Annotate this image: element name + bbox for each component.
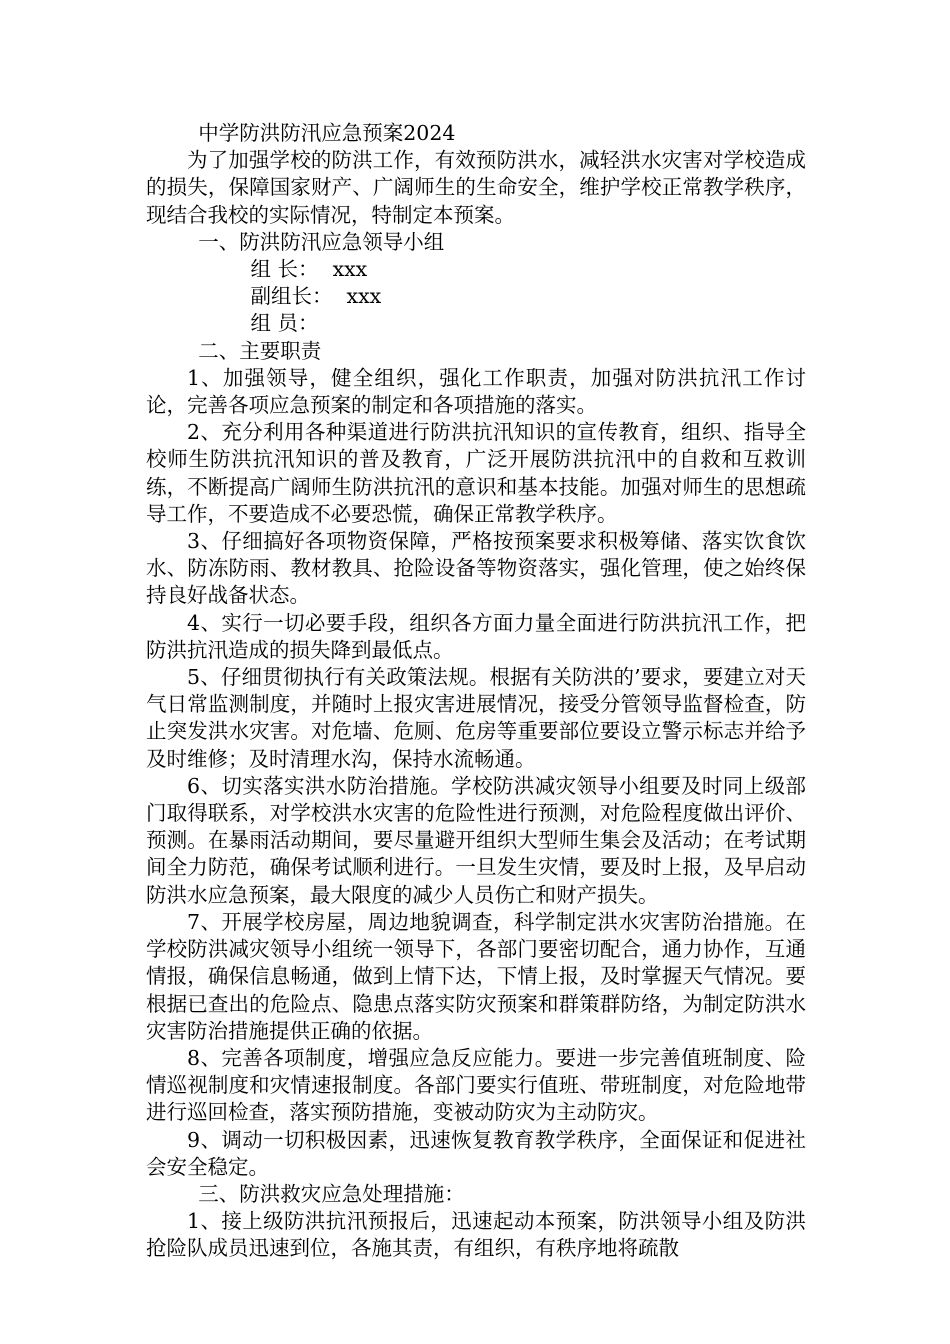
duty-item-9: 9、调动一切积极因素，迅速恢复教育教学秩序，全面保证和促进社会安全稳定。 xyxy=(146,1127,806,1179)
section-2-heading: 二、主要职责 xyxy=(198,338,322,363)
leader-value: xxx xyxy=(332,257,368,282)
members-line xyxy=(146,310,806,337)
duty-item-6: 6、切实落实洪水防治措施。学校防洪减灾领导小组要及时同上级部门取得联系，对学校洪水灾害的危险性进行预测，对危险程度做出评价、预测。在暴雨活动期间，要尽量避开组织大型师生集会及活动；在考试期间全力防范，确保考试顺利进行。一旦发生灾情，要及时上报，及早启动防洪水应急预案，最大限度的减少人员伤亡和财产损失。 xyxy=(146,773,806,907)
duty-item-8: 8、完善各项制度，增强应急反应能力。要进一步完善值班制度、险情巡视制度和灾情速报制度。各部门要实行值班、带班制度，对危险地带进行巡回检查，落实预防措施，变被动防灾为主动防灾。 xyxy=(146,1045,806,1125)
document-page xyxy=(146,120,806,1263)
members-label: 组 员： xyxy=(250,311,319,336)
duty-item-3: 3、仔细搞好各项物资保障，严格按预案要求积极筹储、落实饮食饮水、防冻防雨、教材教具、抢险设备等物资落实，强化管理，使之始终保持良好战备状态。 xyxy=(146,529,806,608)
duty-item-7: 7、开展学校房屋，周边地貌调查，科学制定洪水灾害防治措施。在学校防洪减灾领导小组统一领导下，各部门要密切配合，通力协作，互通情报，确保信息畅通，做到上情下达，下情上报，及时掌握天气情况。要根据已查出的危险点、隐患点落实防灾预案和群策群防络，为制定防洪水灾害防治措施提供正确的依据。 xyxy=(146,909,806,1043)
duty-item-4: 4、实行一切必要手段，组织各方面力量全面进行防洪抗汛工作，把防洪抗汛造成的损失降到最低点。 xyxy=(146,610,806,662)
duty-item-2: 2、充分利用各种渠道进行防洪抗汛知识的宣传教育，组织、指导全校师生防洪抗汛知识的普及教育，广泛开展防洪抗汛中的自救和互救训练，不断提高广阔师生防洪抗汛的意识和基本技能。加强对师生的思想疏导工作，不要造成不必要恐慌，确保正常教学秩序。 xyxy=(146,420,806,526)
duty-item-5: 5、仔细贯彻执行有关政策法规。根据有关防洪的’要求，要建立对天气日常监测制度，并随时上报灾害进展情况，接受分管领导监督检查，防止突发洪水灾害。对危墙、危厕、危房等重要部位要设立警示标志并给予及时维修；及时清理水沟，保持水流畅通。 xyxy=(146,665,806,771)
deputy-line xyxy=(146,283,806,310)
document-title: 中学防洪防汛应急预案2024 xyxy=(198,121,456,145)
intro-paragraph: 为了加强学校的防洪工作，有效预防洪水，减轻洪水灾害对学校造成的损失，保障国家财产、广阔师生的生命安全，维护学校正常教学秩序，现结合我校的实际情况，特制定本预案。 xyxy=(146,148,806,227)
section-1-heading: 一、防洪防汛应急领导小组 xyxy=(198,229,445,254)
leader-line xyxy=(146,256,806,283)
measure-item-1: 1、接上级防洪抗汛预报后，迅速起动本预案，防洪领导小组及防洪抢险队成员迅速到位，各施其责，有组织，有秩序地将疏散 xyxy=(146,1209,806,1261)
leader-label: 组 长： xyxy=(250,257,319,282)
deputy-label: 副组长： xyxy=(250,284,333,309)
deputy-value: xxx xyxy=(346,284,382,309)
section-3-heading: 三、防洪救灾应急处理措施： xyxy=(198,1181,465,1206)
duty-item-1: 1、加强领导，健全组织，强化工作职责，加强对防洪抗汛工作讨论，完善各项应急预案的制定和各项措施的落实。 xyxy=(146,365,806,418)
